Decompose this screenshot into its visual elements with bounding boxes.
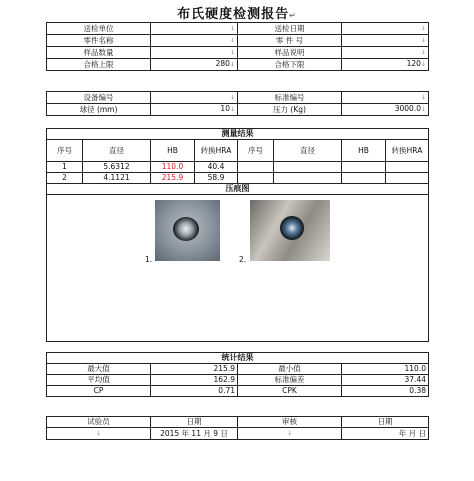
col-hra-2: 转换HRA <box>386 140 429 162</box>
equipment-row <box>47 92 429 104</box>
measure-heading: 测量结果 <box>47 129 429 140</box>
stats-row <box>47 386 429 397</box>
equipment-row <box>47 104 429 116</box>
label-date: 送检日期 <box>238 23 342 35</box>
label-lower-limit: 合格下限 <box>238 59 342 71</box>
info-row <box>47 47 429 59</box>
stats-row <box>47 375 429 386</box>
value-sample-count[interactable]: ↓ <box>151 47 238 59</box>
row-diameter: 5.6312 <box>83 162 151 173</box>
value-max: 215.9 <box>151 364 238 375</box>
value-ball-diameter[interactable]: 10↓ <box>151 104 238 116</box>
indent-photo-2[interactable] <box>250 200 330 261</box>
info-row <box>47 23 429 35</box>
table-row <box>47 173 429 184</box>
row-no: 2 <box>47 173 83 184</box>
label-mean: 平均值 <box>47 375 151 386</box>
label-min: 最小值 <box>238 364 342 375</box>
label-force: 压力 (Kg) <box>238 104 342 116</box>
tester-field[interactable]: ↓ <box>47 428 151 440</box>
value-stddev: 37.44 <box>342 375 429 386</box>
col-diameter-2: 直径 <box>274 140 342 162</box>
value-cpk: 0.38 <box>342 386 429 397</box>
label-cpk: CPK <box>238 386 342 397</box>
value-upper-limit[interactable]: 280↓ <box>151 59 238 71</box>
indent-photo-1[interactable] <box>155 200 220 261</box>
value-unit[interactable]: ↓ <box>151 23 238 35</box>
equipment-table <box>46 91 429 116</box>
col-no-2: 序号 <box>238 140 274 162</box>
value-sample-desc[interactable]: ↓ <box>342 47 429 59</box>
row-empty <box>386 173 429 184</box>
indent-caption-2: 2. <box>239 255 247 264</box>
indent-image-cell <box>47 195 429 342</box>
indent-caption-1: 1. <box>145 255 153 264</box>
value-device-no[interactable]: ↓ <box>151 92 238 104</box>
signature-value-row <box>47 428 429 440</box>
col-hb: HB <box>151 140 195 162</box>
indent-mark <box>280 216 304 240</box>
label-tester: 试验员 <box>47 417 151 428</box>
value-cp: 0.71 <box>151 386 238 397</box>
label-review-date: 日期 <box>342 417 429 428</box>
label-part-no: 零 件 号 <box>238 35 342 47</box>
info-table <box>46 22 429 71</box>
indent-heading: 压痕图 <box>47 184 429 195</box>
col-hra: 转换HRA <box>195 140 238 162</box>
col-diameter: 直径 <box>83 140 151 162</box>
value-standard-no[interactable]: ↓ <box>342 92 429 104</box>
row-empty <box>274 162 342 173</box>
signature-label-row <box>47 417 429 428</box>
row-hra: 40.4 <box>195 162 238 173</box>
reviewer-field[interactable]: ↓ <box>238 428 342 440</box>
signature-table <box>46 416 429 440</box>
value-mean: 162.9 <box>151 375 238 386</box>
stats-table <box>46 352 429 397</box>
value-lower-limit[interactable]: 120↓ <box>342 59 429 71</box>
info-row <box>47 59 429 71</box>
col-no: 序号 <box>47 140 83 162</box>
measure-table <box>46 128 429 342</box>
review-date-field[interactable]: 年 月 日 <box>342 428 429 440</box>
row-no: 1 <box>47 162 83 173</box>
row-empty <box>274 173 342 184</box>
label-upper-limit: 合格上限 <box>47 59 151 71</box>
title-text: 布氏硬度检测报告 <box>177 7 290 22</box>
stats-row <box>47 364 429 375</box>
row-hb: 215.9 <box>151 173 195 184</box>
row-diameter: 4.1121 <box>83 173 151 184</box>
label-cp: CP <box>47 386 151 397</box>
value-date[interactable]: ↓ <box>342 23 429 35</box>
label-standard-no: 标准编号 <box>238 92 342 104</box>
col-hb-2: HB <box>342 140 386 162</box>
row-hb: 110.0 <box>151 162 195 173</box>
label-sample-desc: 样品说明 <box>238 47 342 59</box>
value-part-name[interactable]: ↓ <box>151 35 238 47</box>
value-part-no[interactable]: ↓ <box>342 35 429 47</box>
label-ball-diameter: 球径 (mm) <box>47 104 151 116</box>
row-empty <box>238 173 274 184</box>
measure-heading-row <box>47 129 429 140</box>
label-reviewer: 审核 <box>238 417 342 428</box>
paragraph-mark: ↵ <box>289 11 297 20</box>
row-empty <box>386 162 429 173</box>
indent-image-row <box>47 195 429 342</box>
stats-heading: 统计结果 <box>47 353 429 364</box>
value-force[interactable]: 3000.0↓ <box>342 104 429 116</box>
label-unit: 送检单位 <box>47 23 151 35</box>
page-title <box>0 3 474 22</box>
label-test-date: 日期 <box>151 417 238 428</box>
indent-heading-row <box>47 184 429 195</box>
label-sample-count: 样品数量 <box>47 47 151 59</box>
row-empty <box>342 162 386 173</box>
row-hra: 58.9 <box>195 173 238 184</box>
label-part-name: 零件名称 <box>47 35 151 47</box>
indent-mark <box>173 217 199 241</box>
row-empty <box>238 162 274 173</box>
label-device-no: 设备编号 <box>47 92 151 104</box>
label-stddev: 标准偏差 <box>238 375 342 386</box>
stats-heading-row <box>47 353 429 364</box>
row-empty <box>342 173 386 184</box>
label-max: 最大值 <box>47 364 151 375</box>
table-row <box>47 162 429 173</box>
value-min: 110.0 <box>342 364 429 375</box>
info-row <box>47 35 429 47</box>
test-date-field[interactable]: 2015 年 11 月 9 日 <box>151 428 238 440</box>
measure-header-row <box>47 140 429 162</box>
